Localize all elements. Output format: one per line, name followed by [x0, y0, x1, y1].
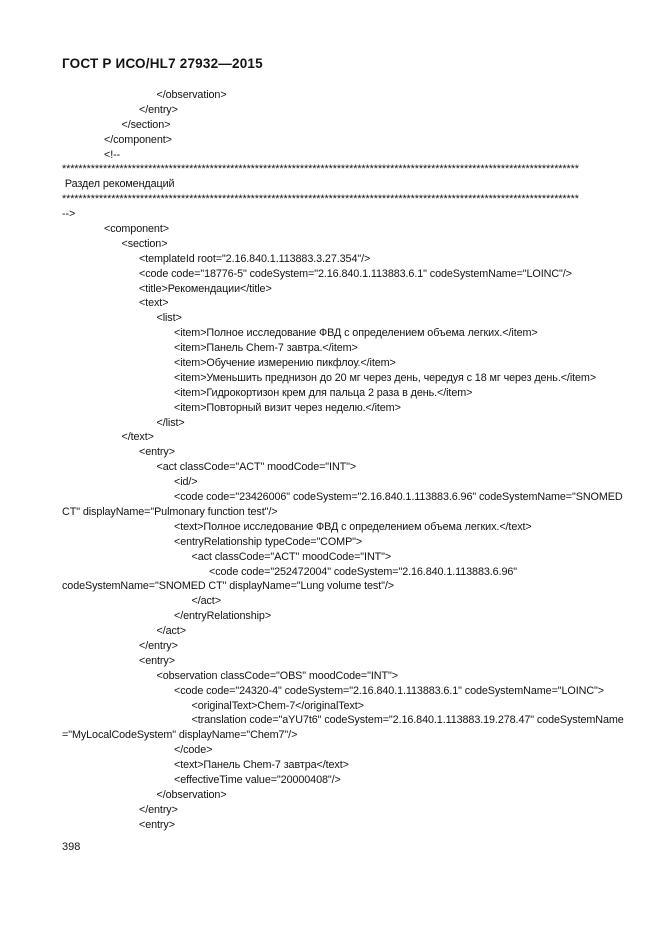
- code-line: <text>Панель Chem-7 завтра</text>: [174, 759, 349, 772]
- code-line: <item>Повторный визит через неделю.</item>: [174, 401, 401, 414]
- code-line: <item>Панель Chem-7 завтра.</item>: [174, 342, 358, 355]
- code-line: <title>Рекомендации</title>: [139, 282, 272, 295]
- code-line: </observation>: [156, 788, 227, 801]
- code-line: <entryRelationship typeCode="COMP">: [174, 535, 363, 548]
- code-line: <act classCode="ACT" moodCode="INT">: [156, 461, 357, 474]
- code-line: <section>: [121, 237, 168, 250]
- code-line: <translation code="aYU7t6" codeSystem="2.16.840.1.113883.19.278.47" codeSystemName: [191, 714, 624, 727]
- code-line: <entry>: [139, 654, 175, 667]
- code-line: ="MyLocalCodeSystem" displayName="Chem7"/>: [62, 729, 298, 742]
- code-line: CT" displayName="Pulmonary function test"/>: [62, 505, 278, 518]
- code-line: <item>Обучение измерению пикфлоу.</item>: [174, 357, 396, 370]
- code-line: <text>: [139, 297, 169, 310]
- code-line: <effectiveTime value="20000408"/>: [174, 773, 341, 786]
- page-number: 398: [62, 841, 81, 853]
- code-line: <templateId root="2.16.840.1.113883.3.27.354"/>: [139, 252, 371, 265]
- code-line: </entry>: [139, 639, 178, 652]
- code-line: <item>Полное исследование ФВД с определением объема легких.</item>: [174, 327, 538, 340]
- code-line: Раздел рекомендаций: [62, 178, 175, 191]
- code-line: </text>: [121, 431, 154, 444]
- code-line: </observation>: [156, 89, 227, 101]
- code-line: <text>Полное исследование ФВД с определением объема легких.</text>: [174, 520, 532, 533]
- code-line: </entry>: [139, 103, 178, 116]
- code-line: -->: [62, 208, 76, 221]
- code-line: </code>: [174, 744, 213, 757]
- code-line: <originalText>Chem-7</originalText>: [191, 699, 364, 712]
- code-line: <code code="18776-5" codeSystem="2.16.840.1.113883.6.1" codeSystemName="LOINC"/>: [139, 267, 572, 280]
- code-line: <id/>: [174, 476, 198, 489]
- code-line: </act>: [156, 625, 186, 638]
- code-line: <code code="24320-4" codeSystem="2.16.840.1.113883.6.1" codeSystemName="LOINC">: [174, 684, 604, 697]
- code-line: <code code="23426006" codeSystem="2.16.840.1.113883.6.96" codeSystemName="SNOMED: [174, 491, 623, 504]
- code-line: </component>: [104, 133, 172, 146]
- code-line: </list>: [156, 416, 185, 429]
- code-line: ******************************************************************************************************************************: [62, 163, 579, 176]
- code-line: <item>Гидрокортизон крем для пальца 2 раза в день.</item>: [174, 386, 473, 399]
- code-line: <code code="252472004" codeSystem="2.16.840.1.113883.6.96": [209, 565, 517, 578]
- code-line: codeSystemName="SNOMED CT" displayName="Lung volume test"/>: [62, 580, 394, 593]
- code-line: <act classCode="ACT" moodCode="INT">: [191, 550, 392, 563]
- code-line: <item>Уменьшить преднизон до 20 мг через день, чередуя с 18 мг через день.</item>: [174, 371, 597, 384]
- code-line: <entry>: [139, 818, 175, 831]
- code-line: <!--: [104, 148, 121, 161]
- code-line: ******************************************************************************************************************************: [62, 193, 579, 206]
- code-line: </section>: [121, 118, 171, 131]
- code-line: <observation classCode="OBS" moodCode="INT">: [156, 669, 398, 682]
- code-line: </act>: [191, 595, 221, 608]
- code-line: <component>: [104, 223, 169, 236]
- code-line: </entryRelationship>: [174, 610, 272, 623]
- document-title: ГОСТ Р ИСО/HL7 27932—2015: [62, 56, 263, 71]
- code-line: <list>: [156, 312, 182, 325]
- xml-code-listing: [62, 88, 661, 833]
- code-line: <entry>: [139, 446, 175, 459]
- code-line: </entry>: [139, 803, 178, 816]
